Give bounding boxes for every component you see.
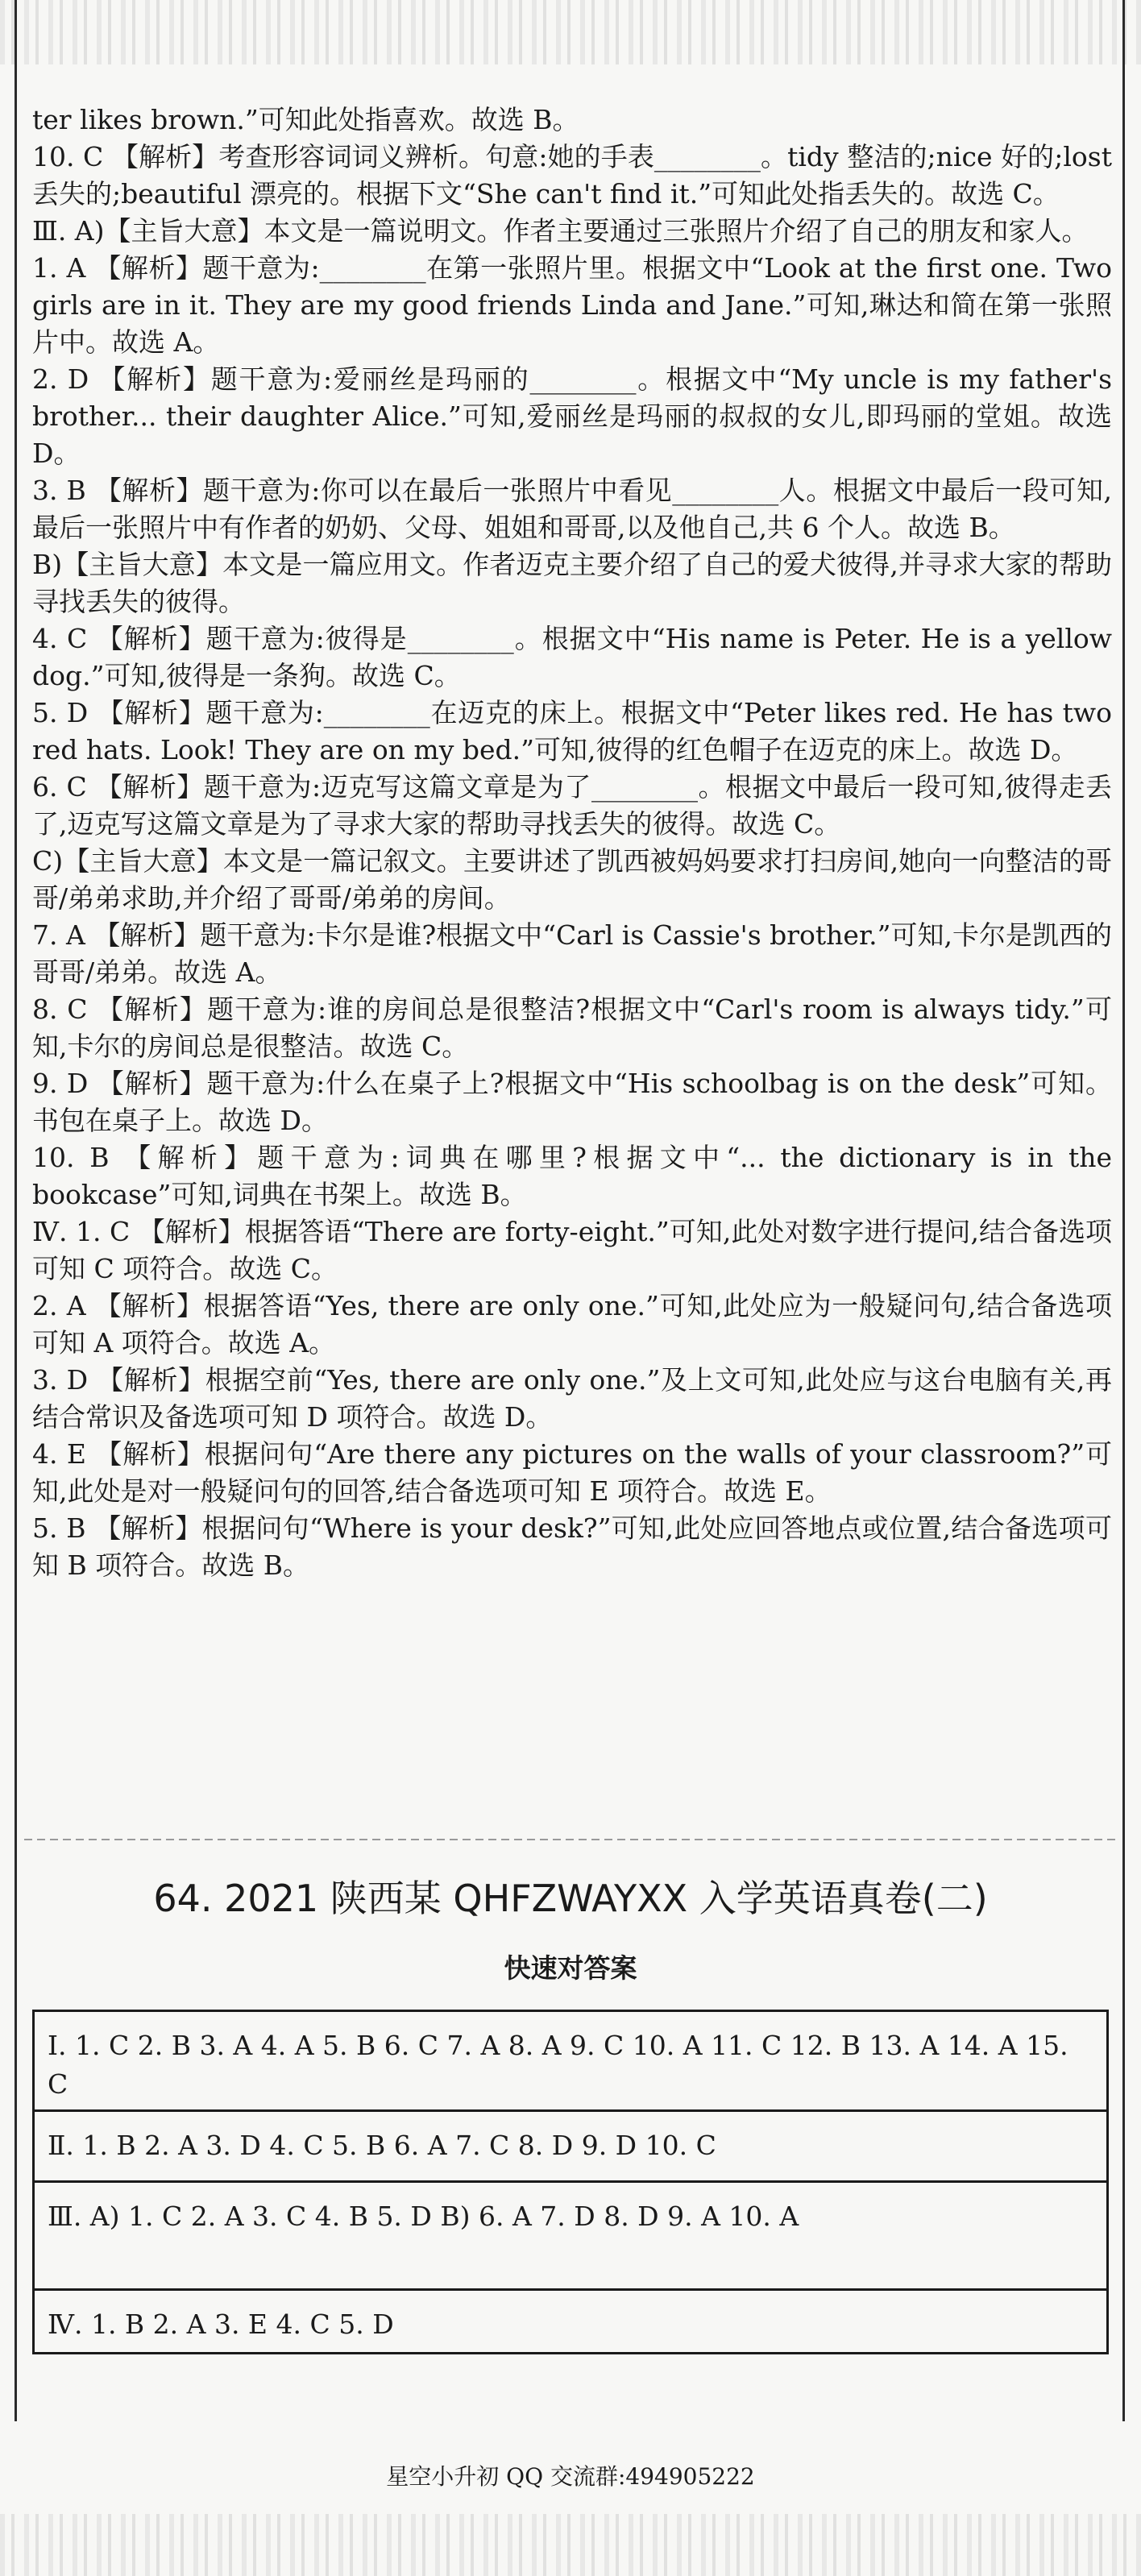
answer-item: 1. A 【解析】题干意为:________在第一张照片里。根据文中“Look at the first one. Two girls are in it. They are my good friends Linda and Jane.”可知,琳达和简在第一张照片中。故选 A。 bbox=[32, 252, 1112, 358]
answer-key-row-2: Ⅱ. 1. B 2. A 3. D 4. C 5. B 6. A 7. C 8. D 9. D 10. C bbox=[35, 2112, 1106, 2183]
answer-key-row-1: Ⅰ. 1. C 2. B 3. A 4. A 5. B 6. C 7. A 8. A 9. C 10. A 11. C 12. B 13. A 14. A 15. C bbox=[35, 2012, 1106, 2112]
answer-item: 6. C 【解析】题干意为:迈克写这篇文章是为了________。根据文中最后一段可知,彼得走丢了,迈克写这篇文章是为了寻求大家的帮助寻找丢失的彼得。故选 C。 bbox=[32, 771, 1112, 840]
quick-answer-heading: 快速对答案 bbox=[504, 1952, 637, 1984]
exam-section-title: 64. 2021 陕西某 QHFZWAYXX 入学英语真卷(二) bbox=[153, 1877, 988, 1920]
section-divider bbox=[24, 1839, 1117, 1840]
section-summary: C)【主旨大意】本文是一篇记叙文。主要讲述了凯西被妈妈要求打扫房间,她向一向整洁的哥哥/弟弟求助,并介绍了哥哥/弟弟的房间。 bbox=[32, 845, 1112, 914]
answer-item: 10. B 【解析】题干意为:词典在哪里?根据文中“... the dictionary is in the bookcase”可知,词典在书架上。故选 B。 bbox=[32, 1142, 1112, 1210]
section-summary: B)【主旨大意】本文是一篇应用文。作者迈克主要介绍了自己的爱犬彼得,并寻求大家的帮助寻找丢失的彼得。 bbox=[32, 549, 1112, 617]
answer-item: 2. A 【解析】根据答语“Yes, there are only one.”可知,此处应为一般疑问句,结合备选项可知 A 项符合。故选 A。 bbox=[32, 1290, 1112, 1359]
answer-item: 7. A 【解析】题干意为:卡尔是谁?根据文中“Carl is Cassie's brother.”可知,卡尔是凯西的哥哥/弟弟。故选 A。 bbox=[32, 919, 1112, 988]
bottom-scan-texture bbox=[0, 2514, 1141, 2576]
answer-explanations-list bbox=[32, 102, 1112, 1584]
right-margin-rule bbox=[1122, 0, 1125, 2421]
left-margin-rule bbox=[15, 0, 17, 2421]
answer-item: 3. B 【解析】题干意为:你可以在最后一张照片中看见________人。根据文中最后一段可知,最后一张照片中有作者的奶奶、父母、姐姐和哥哥,以及他自己,共 6 个人。故选 B。 bbox=[32, 475, 1112, 543]
answer-item: 9. D 【解析】题干意为:什么在桌子上?根据文中“His schoolbag is on the desk”可知。书包在桌子上。故选 D。 bbox=[32, 1068, 1112, 1136]
answer-item: ter likes brown.”可知此处指喜欢。故选 B。 bbox=[32, 104, 579, 135]
top-scan-texture bbox=[0, 0, 1141, 64]
answer-item: Ⅳ. 1. C 【解析】根据答语“There are forty-eight.”可知,此处对数字进行提问,结合备选项可知 C 项符合。故选 C。 bbox=[32, 1216, 1112, 1284]
section-summary: Ⅲ. A)【主旨大意】本文是一篇说明文。作者主要通过三张照片介绍了自己的朋友和家人。 bbox=[32, 215, 1089, 247]
answer-key-row-4: Ⅳ. 1. B 2. A 3. E 4. C 5. D bbox=[48, 2308, 394, 2340]
answer-item: 4. E 【解析】根据问句“Are there any pictures on the walls of your classroom?”可知,此处是对一般疑问句的回答,结合备选项可知 E 项符合。故选 E。 bbox=[32, 1438, 1112, 1507]
answer-item: 10. C 【解析】考查形容词词义辨析。句意:她的手表________。tidy 整洁的;nice 好的;lost 丢失的;beautiful 漂亮的。根据下文“She can't find it.”可知此处指丢失的。故选 C。 bbox=[32, 141, 1112, 209]
answer-item: 5. B 【解析】根据问句“Where is your desk?”可知,此处应回答地点或位置,结合备选项可知 B 项符合。故选 B。 bbox=[32, 1512, 1112, 1581]
answer-item: 2. D 【解析】题干意为:爱丽丝是玛丽的________。根据文中“My uncle is my father's brother... their daughter Alice.”可知,爱丽丝是玛丽的叔叔的女儿,即玛丽的堂姐。故选 D。 bbox=[32, 363, 1112, 469]
footer-group-info: 星空小升初 QQ 交流群:494905222 bbox=[386, 2463, 755, 2490]
answer-item: 8. C 【解析】题干意为:谁的房间总是很整洁?根据文中“Carl's room is always tidy.”可知,卡尔的房间总是很整洁。故选 C。 bbox=[32, 993, 1112, 1062]
answer-key-table bbox=[32, 2010, 1109, 2354]
answer-item: 5. D 【解析】题干意为:________在迈克的床上。根据文中“Peter likes red. He has two red hats. Look! They are on my bed.”可知,彼得的红色帽子在迈克的床上。故选 D。 bbox=[32, 697, 1112, 765]
answer-item: 4. C 【解析】题干意为:彼得是________。根据文中“His name is Peter. He is a yellow dog.”可知,彼得是一条狗。故选 C。 bbox=[32, 623, 1112, 691]
answer-item: 3. D 【解析】根据空前“Yes, there are only one.”及上文可知,此处应与这台电脑有关,再结合常识及备选项可知 D 项符合。故选 D。 bbox=[32, 1364, 1112, 1433]
answer-key-row-3: Ⅲ. A) 1. C 2. A 3. C 4. B 5. D B) 6. A 7. D 8. D 9. A 10. A bbox=[35, 2183, 1106, 2291]
